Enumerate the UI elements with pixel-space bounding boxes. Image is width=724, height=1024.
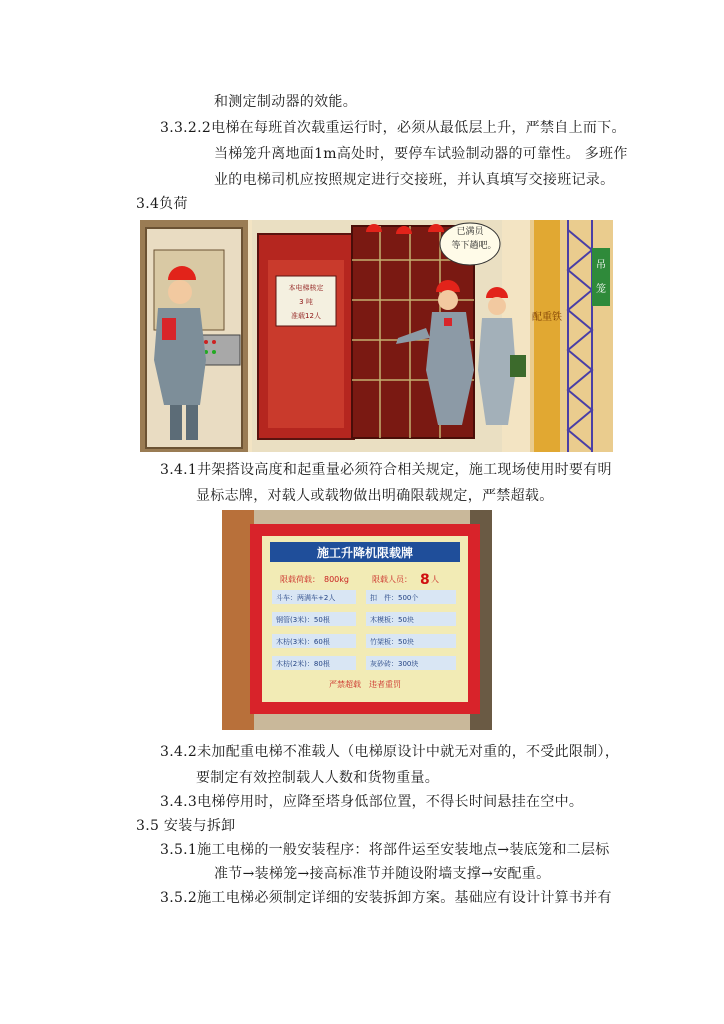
sign-footer: 严禁超载 违者重罚 (329, 680, 401, 689)
limit-load-label: 限载荷载： (280, 575, 320, 584)
limit-people-value: 8 (420, 572, 430, 588)
sign-row-1-left: 斗车：两满车+2人 (276, 594, 336, 602)
limit-load-value: 800kg (324, 575, 349, 584)
text-line-341a: 3.4.1井架搭设高度和起重量必须符合相关规定，施工现场使用时要有明 (160, 462, 612, 478)
text-line-2: 3.3.2.2电梯在每班首次载重运行时，必须从最低层上升，严禁自上而下。 (160, 120, 626, 136)
text-line-351b: 准节→装梯笼→接高标准节并随设附墙支撑→安配重。 (214, 866, 551, 882)
cage-label-char-2: 笼 (596, 284, 606, 295)
sign-svg (222, 510, 492, 730)
speech-line-2: 等下趟吧。 (451, 241, 497, 251)
sign-row-1-right: 扣 件：500个 (370, 594, 419, 602)
text-line-351a: 3.5.1施工电梯的一般安装程序：将部件运至安装地点→装底笼和二层标 (160, 842, 610, 858)
sign-row-4-left: 木枋(2米)：80根 (276, 660, 330, 668)
text-line-352: 3.5.2施工电梯必须制定详细的安装拆卸方案。基础应有设计计算书并有 (160, 890, 612, 906)
cartoon-svg (140, 220, 613, 452)
sign-title: 施工升降机限载牌 (316, 546, 414, 560)
door-sign-line-2: 3 吨 (299, 298, 313, 306)
sign-row-4-right: 灰砂砖：300块 (370, 660, 419, 668)
section-heading-3-5: 3.5 安装与拆卸 (136, 818, 236, 834)
speech-line-1: 已满员 (456, 227, 484, 237)
text-line-342a: 3.4.2未加配重电梯不准载人（电梯原设计中就无对重的，不受此限制）， (160, 744, 620, 760)
text-line-4: 业的电梯司机应按照规定进行交接班，并认真填写交接班记录。 (214, 172, 615, 188)
sign-row-3-right: 竹架板：50块 (370, 638, 414, 646)
limit-people-unit: 人 (431, 575, 439, 584)
overload-cartoon-illustration (140, 220, 613, 452)
door-sign-line-1: 本电梯核定 (288, 284, 324, 292)
load-limit-sign-photo (222, 510, 492, 730)
door-sign-line-3: 准载12人 (291, 312, 321, 320)
counterweight-label-1: 配重铁 (532, 312, 562, 323)
text-line-343: 3.4.3电梯停用时，应降至塔身低部位置，不得长时间悬挂在空中。 (160, 794, 584, 810)
limit-people-label: 限载人员： (372, 575, 412, 584)
sign-row-3-left: 木枋(3米)：60根 (276, 638, 330, 646)
text-line-342b: 要制定有效控制载人人数和货物重量。 (196, 770, 440, 786)
sign-row-2-left: 钢管(3米)：50根 (276, 616, 330, 624)
text-line-1: 和测定制动器的效能。 (214, 94, 357, 110)
sign-row-2-right: 木模板：50块 (370, 616, 414, 624)
text-line-341b: 显标志牌，对载人或载物做出明确限载规定，严禁超载。 (196, 488, 554, 504)
section-heading-3-4: 3.4负荷 (136, 196, 188, 212)
text-line-3: 当梯笼升离地面1m高处时，要停车试验制动器的可靠性。 多班作 (214, 146, 628, 162)
cage-label-char-1: 吊 (596, 260, 606, 271)
